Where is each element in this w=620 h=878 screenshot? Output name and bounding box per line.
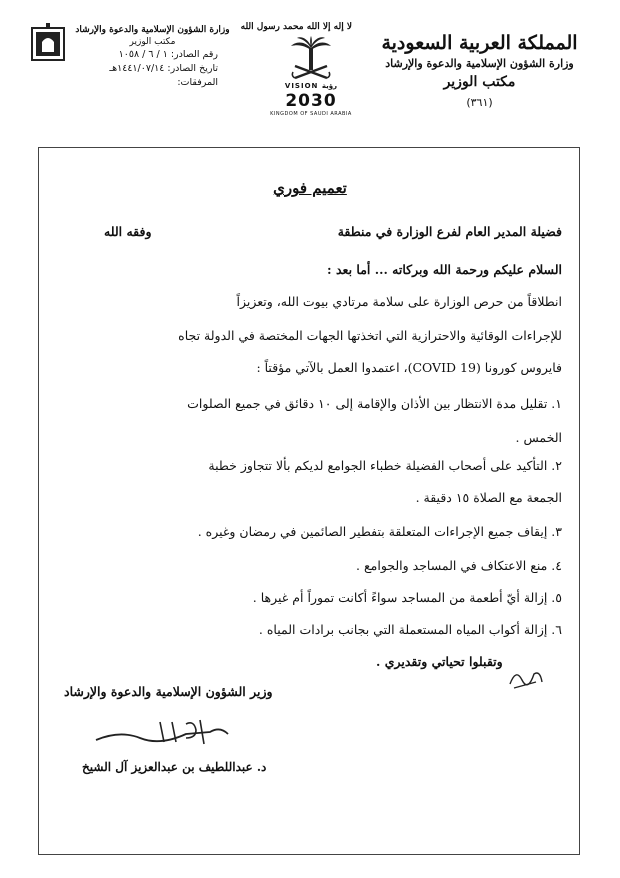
handwritten-signature-icon: [90, 712, 240, 752]
left-office-name: مكتب الوزير: [129, 37, 176, 47]
tawhid-motto: لا إله إلا الله محمد رسول الله: [240, 22, 352, 32]
office-name: مكتب الوزير: [443, 74, 516, 90]
signatory-name: د. عبداللطيف بن عبدالعزيز آل الشيخ: [82, 760, 267, 774]
attachments-label: المرفقات:: [177, 77, 218, 88]
list-item-continuation: الخمس .: [515, 430, 562, 445]
intro-line: للإجراءات الوقائية والاحترازية التي اتخذتها الجهات المختصة في الدولة تجاه: [178, 328, 562, 343]
list-item: ٣. إيقاف جميع الإجراءات المتعلقة بتفطير الصائمين في رمضان وغيره .: [197, 524, 562, 539]
initials-scribble-icon: [506, 662, 546, 692]
reference-date: تاريخ الصادر: ١٤٤١/٠٧/١٤هـ: [109, 63, 218, 74]
addressee-salutation: وفقه الله: [104, 224, 152, 239]
closing-line: وتقبلوا تحياتي وتقديري .: [376, 654, 503, 669]
mosque-logo-icon: [30, 22, 66, 62]
kingdom-name: المملكة العربية السعودية: [381, 32, 578, 54]
addressee-line: فضيلة المدير العام لفرع الوزارة في منطقة: [337, 224, 562, 239]
list-item: ٥. إزالة أيّ أطعمة من المساجد سواءً أكانت تموراً أم غيرها .: [252, 590, 562, 605]
saudi-emblem-icon: [289, 36, 333, 82]
left-ministry-name: وزارة الشؤون الإسلامية والدعوة والإرشاد: [75, 25, 230, 35]
ministry-name: وزارة الشؤون الإسلامية والدعوة والإرشاد: [385, 57, 574, 70]
greeting-line: السلام عليكم ورحمة الله وبركاته ... أما بعد :: [327, 262, 562, 277]
list-item-continuation: الجمعة مع الصلاة ١٥ دقيقة .: [415, 490, 562, 505]
reference-block: [68, 48, 218, 90]
vision-year: 2030: [285, 91, 337, 111]
letterhead-right: [367, 30, 592, 112]
list-item: ٢. التأكيد على أصحاب الفضيلة خطباء الجوامع لديكم بألا تتجاوز خطبة: [208, 458, 562, 473]
document-title: تعميم فوري: [273, 179, 347, 197]
letterhead-center: [240, 20, 352, 118]
reference-number: رقم الصادر: ١ / ٦ / ١٠٥٨: [118, 49, 218, 60]
letter-code: (٣٦١): [466, 96, 493, 109]
list-item: ٤. منع الاعتكاف في المساجد والجوامع .: [356, 558, 562, 573]
vision-label: VISION رؤية: [284, 82, 338, 90]
intro-line: فايروس كورونا (COVID 19)، اعتمدوا العمل بالآتي مؤقتاً :: [256, 360, 562, 375]
signatory-title: وزير الشؤون الإسلامية والدعوة والإرشاد: [64, 684, 273, 699]
intro-line: انطلاقاً من حرص الوزارة على سلامة مرتادي بيوت الله، وتعزيزاً: [236, 294, 562, 309]
vision-subtitle: KINGDOM OF SAUDI ARABIA: [270, 111, 352, 117]
list-item: ١. تقليل مدة الانتظار بين الأذان والإقامة إلى ١٠ دقائق في جميع الصلوات: [187, 396, 562, 411]
list-item: ٦. إزالة أكواب المياه المستعملة التي بجانب برادات المياه .: [258, 622, 562, 637]
